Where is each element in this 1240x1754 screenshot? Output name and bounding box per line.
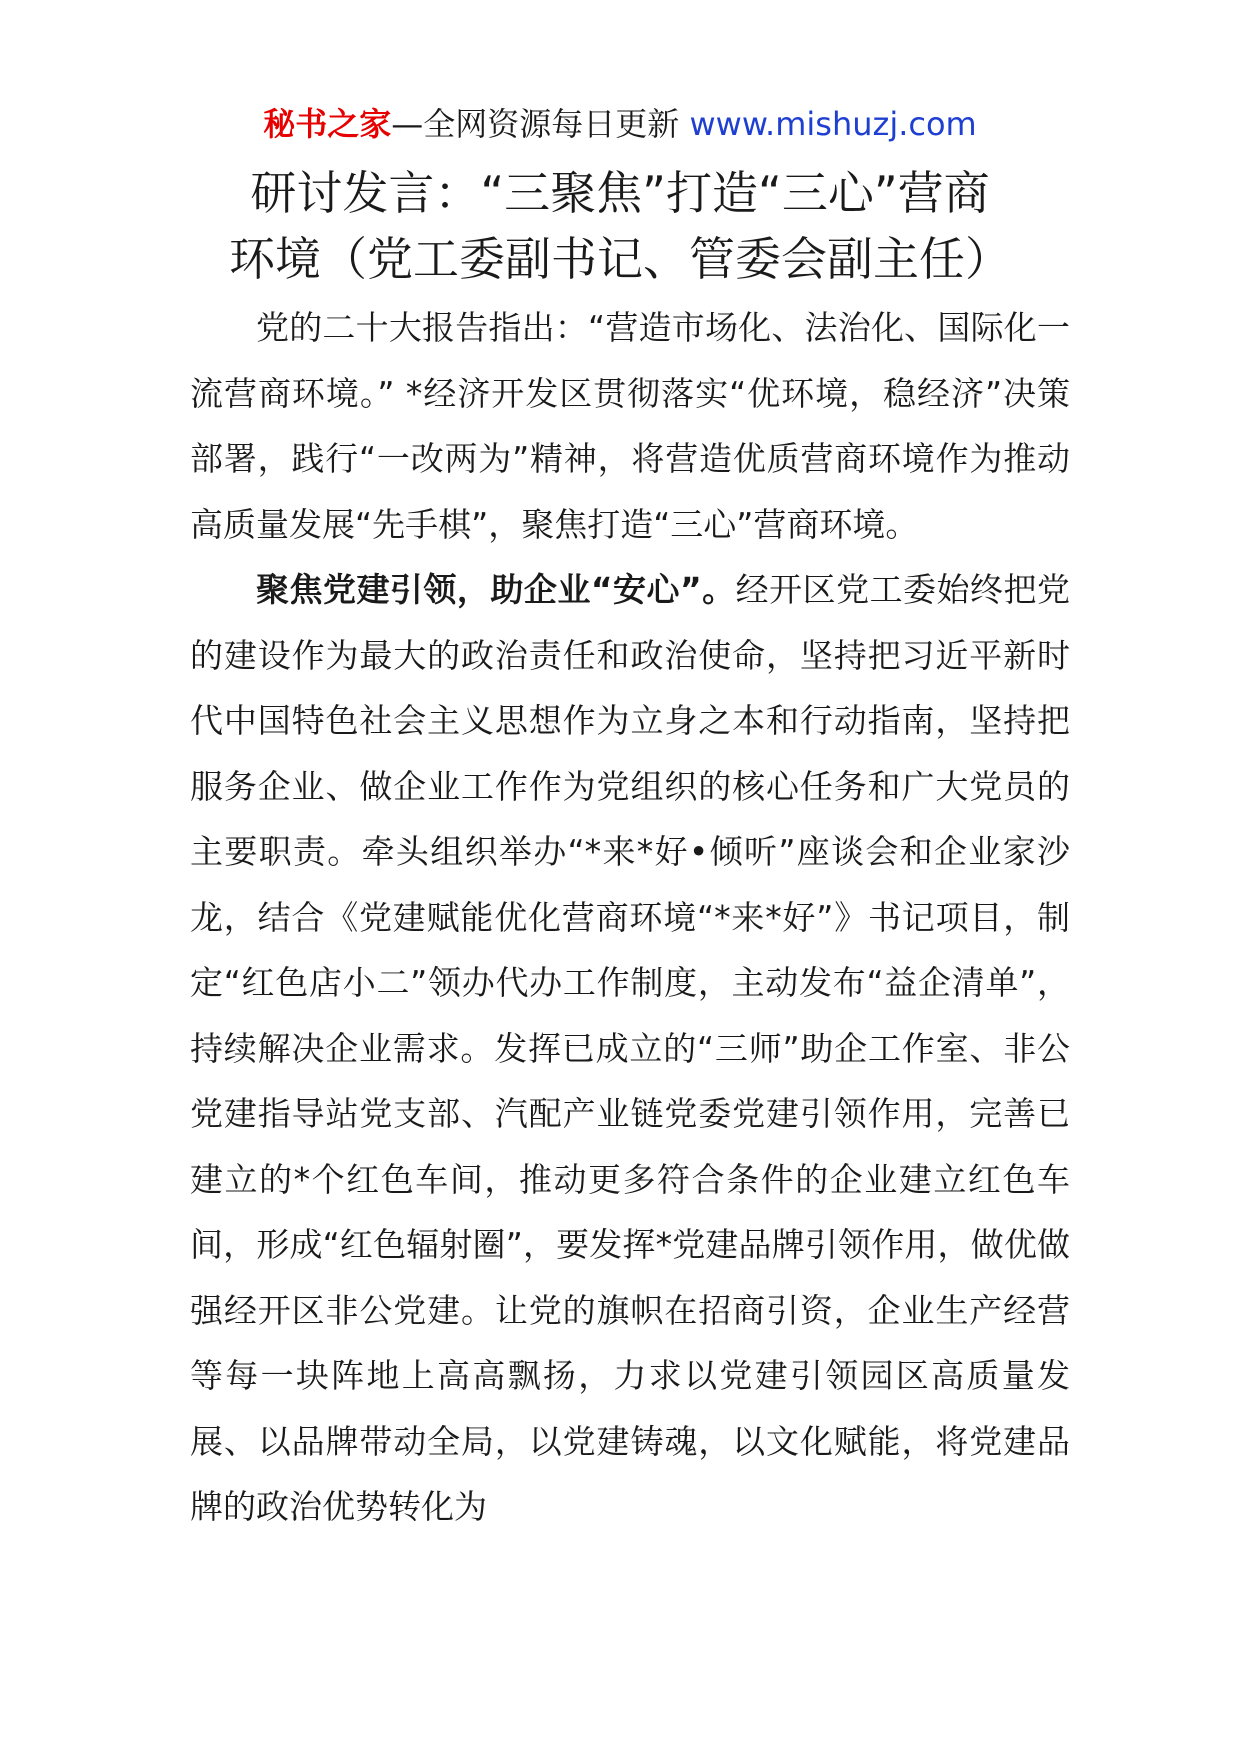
title-line-2: 环境（党工委副书记、管委会副主任）	[229, 232, 1011, 286]
brand-name: 秘书之家	[263, 105, 392, 143]
document-title	[190, 160, 1050, 292]
title-line-1: 研讨发言：“三聚焦”打造“三心”营商	[250, 166, 990, 220]
website-link[interactable]: www.mishuzj.com	[689, 105, 977, 143]
paragraph-intro: 党的二十大报告指出：“营造市场化、法治化、国际化一流营商环境。” *经济开发区贯彻落实“优环境，稳经济”决策部署，践行“一改两为”精神，将营造优质营商环境作为推动高质量发展“先手棋”，聚焦打造“三心”营商环境。	[190, 308, 1070, 544]
document-body	[190, 295, 1070, 1540]
section-heading: 聚焦党建引领，助企业“安心”。	[256, 570, 736, 609]
source-header	[0, 100, 1240, 148]
paragraph-section-1	[190, 557, 1070, 1540]
section-text: 经开区党工委始终把党的建设作为最大的政治责任和政治使命，坚持把习近平新时代中国特色社会主义思想作为立身之本和行动指南，坚持把服务企业、做企业工作作为党组织的核心任务和广大党员的主要职责。牵头组织举办“*来*好•倾听”座谈会和企业家沙龙，结合《党建赋能优化营商环境“*来*好”》书记项目，制定“红色店小二”领办代办工作制度，主动发布“益企清单”，持续解决企业需求。发挥已成立的“三师”助企工作室、非公党建指导站党支部、汽配产业链党委党建引领作用，完善已建立的*个红色车间，推动更多符合条件的企业建立红色车间，形成“红色辐射圈”，要发挥*党建品牌引领作用，做优做强经开区非公党建。让党的旗帜在招商引资，企业生产经营等每一块阵地上高高飘扬，力求以党建引领园区高质量发展、以品牌带动全局，以党建铸魂，以文化赋能，将党建品牌的政治优势转化为	[190, 570, 1070, 1526]
header-tagline: —全网资源每日更新	[391, 105, 680, 143]
